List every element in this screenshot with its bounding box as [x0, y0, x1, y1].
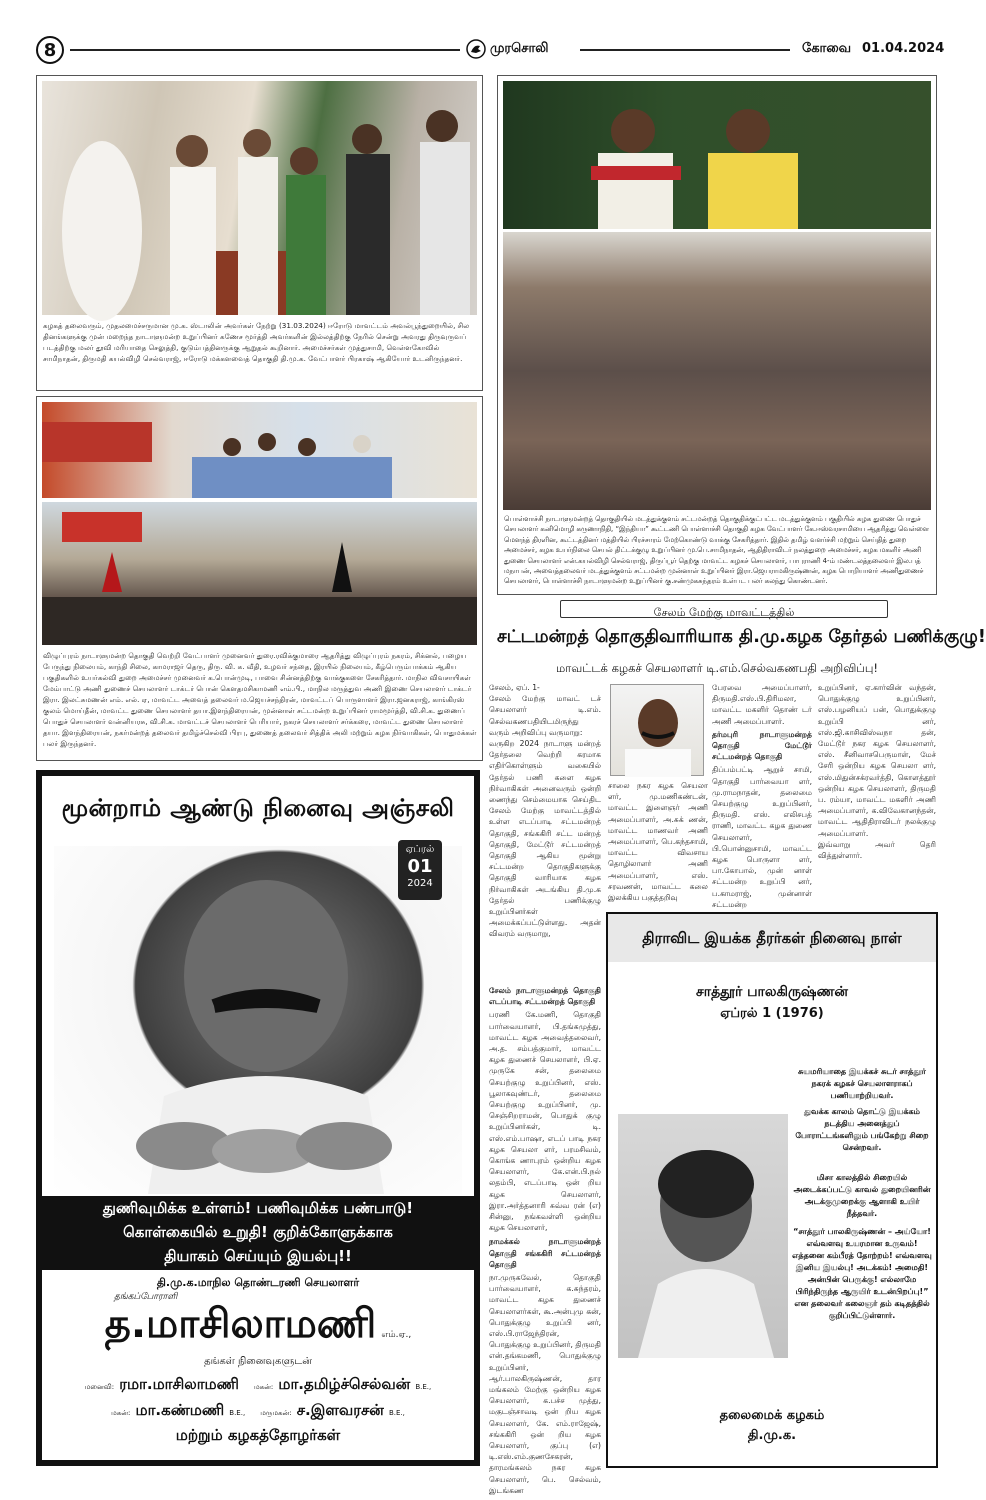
photo-campaign-vehicle [42, 402, 477, 498]
news-column-1 [489, 682, 601, 1495]
memorial-date-badge [398, 840, 442, 900]
photo-vehicle-illustration [42, 402, 477, 498]
news-col1-intro: சேலம், ஏப். 1- சேலம் மேற்கு மாவட் டச் செயலாளர் டி.எம். செல்வகணபதியிடமிருந்து வரும் அறிவிப்பு வருமாறு: வருகிற 2024 நாடாளு மன்றத் தேர்தலை வெற்றி கரமாக எதிர்கொள்ளும் வகையில் தேர்தல் பணி களை கழக நிர்வாகிகள் அனைவரும் ஒன்றி ணைந்து செம்மையாக செய்திட சேலம் மேற்கு மாவட்டத்தில் உள்ள எடப்பாடி சட்டமன்றத் தொகுதி, சங்ககிரி சட்ட மன்றத் தொகுதி, மேட்டூர் சட்டமன்றத் தொகுதி ஆகிய மூன்று சட்டமன்ற தொகுதிகளுக்கு தொகுதி வாரியாக கழக நிர்வாகிகள் அடங்கிய தி.மு.க தேர்தல் பணிக்குழு உறுப்பினர்கள் அமைக்கப்பட்டுள்ளது. அதன் விவரம் வருமாறு, [489, 683, 601, 939]
header-rule-right [580, 49, 790, 51]
tribute-footer-1: தலைமைக் கழகம் [719, 1408, 825, 1423]
news-col3-intro: பேரவை அமைப்பாளர், திருமதி.எஸ்.பி.திரிமலா, மாவட்ட மகளிர் தொண் டர் அணி அமைப்பாளர். [712, 683, 812, 726]
memorial-degree: எம்.ஏ., [381, 1330, 412, 1340]
news-subhead: மாவட்டக் கழகச் செயலாளர் டி.எம்.செல்வகணபதி அறிவிப்பு! [555, 661, 879, 675]
page-number: 8 [43, 40, 57, 61]
memorial-honorific: தங்கப்போராளி [114, 1292, 178, 1302]
son2-label: மகன்: [111, 1409, 131, 1417]
memorial-title: மூன்றாம் ஆண்டு நினைவு அஞ்சலி [61, 794, 455, 822]
memorial-footer: மற்றும் கழகத்தோழர்கள் [175, 1426, 341, 1444]
page-header [36, 36, 945, 66]
news-column-3 [712, 682, 812, 912]
son2-degree: B.E., [229, 1409, 246, 1417]
tribute-portrait [618, 1114, 788, 1358]
photo-district-secretary [610, 684, 704, 776]
news-col1-subhead-2: நாமக்கல் நாடாளுமன்றத் தொகுதி சங்ககிரி சட்டமன்றத் தொகுதி [489, 1237, 601, 1269]
tribute-box [606, 912, 938, 1468]
memorial-date-year: 2024 [407, 878, 433, 889]
memorial-advert [36, 770, 480, 1466]
rooster-logo-icon [466, 39, 486, 59]
memorial-slogan-2: கொள்கையில் உறுதி! குறிக்கோளுக்காக [123, 1223, 393, 1241]
caption-villupuram-campaign: விழுப்புரம் நாடாளுமன்ற தொகுதி வெற்றி வேட்பாளர் முனைவர் துரை.ரவிக்குமாரை ஆதரித்து விழுப்புரம் நகரம், சிக்னல், பழைய பேருந்து நிலையம், காந்தி சிலை, காமராஜர் தெரு, திரு. வி. க. வீதி, உழவர் சந்தை, இரயில் நிலையம், கீழ்பெரும்பாக்கம் ஆகிய பகுதிகளில் உயர்கல்வி துறை அமைச்சர் முனைவர் க.பொன்முடி, பாவை சின்னத்திற்கு வாக்குகளை சேகரித்தார். மாநில விவசாயிகள் மேம்பாட்டு அணி துணைச் செயலாளர் டாக்டர் பொன் கௌதமசிகாமணி எம்.பி., மாநில மருத்துவ அணி இணை செயலாளர் டாக்டர் இரா. இலட்சுமணன் எம். எல். ஏ, மாவட்ட அவைத் தலைவர் ம.ஜெயச்சந்திரன், மாவட்டப் பொருளாளர் இரா.ஜனகராஜ், காங்கிரஸ் குலம் மொய்தீன், மாவட்ட துணை செயலாளர் தயா.இளந்திரையன், முன்னாள் சட்டமன்ற உறுப்பினர் ராமமூர்த்தி, வி.சி.க. துணைப் பொதுச் செயலாளர் வன்னியரசு, வி.சி.க. மாவட்டச் செயலாளர் பெரியார், நகரச் செயலாளர் சர்க்கரை, மாவட்ட துணை செயலாளர் தயா. இளந்திரையன், நகர்மன்றத் தலைவர் தமிழ்ச்செல்வி பிரபு, துணைத் தலைவர் சித்திக் அலி மற்றும் கழக நிர்வாகிகள், பொதுமக்கள் பலர் இருந்தனர். [43, 651, 477, 748]
memorial-slogan-1: துணிவுமிக்க உள்ளம்! பணிவுமிக்க பண்பாடு! [102, 1199, 414, 1217]
portrait-illustration [611, 685, 705, 777]
photo-kanimozhi-stage [503, 81, 931, 229]
wife-name: ரமா.மாசிலாமணி [119, 1375, 239, 1393]
photo-rally-street [42, 502, 477, 645]
news-column-2: சாலை நகர கழக செயலா ளர், மு.மணிகண்டன், மாவட்ட இளைஞர் அணி அமைப்பாளர், அ.சுக் ணன், மாவட்ட மாணவர் அணி அமைப்பாளர், பெ.கந்தசாமி, மாவட்ட விவசாய தொழிலாளர் அணி அமைப்பாளர், எஸ். சரவணன், மாவட்ட கலை இலக்கிய பகுத்தறிவு [608, 781, 708, 903]
news-col1-body-1: பரணி கே.மணி, தொகுதி பார்வையாளர், பி.தங்கமுத்து, மாவட்ட கழக அவைத்தலைவர், அ.த. சம்பத்குமார், மாவட்ட கழக துணைச் செயலாளர், பி.ஏ. முருகே சன், தலைமை செயற்குழு உறுப்பினர், எஸ். பூலாகவுண்டர், தலைமை செயற்குழு உறுப்பினர், மு. செஞ்சிறராமன், பொதுக் குழு உறுப்பினர்கள், டி. எஸ்.எம்.பாஷா, எடப் பாடி நகர கழக செயலா ளர், பரமசிவம், கொங்க ணாபுரம் ஒன்றிய கழக செயலாளர், கே.என்.பி.நல் லதம்பி, எடப்பாடி ஒன் றிய கழக செயலாளர், இரா.அர்த்தனாரி சுவ்வ ரன் (எ) சின்னு, நங்கவள்ளி ஒன்றிய கழக செயலாளர், [489, 1010, 601, 1233]
son2-name: மா.கண்மணி [135, 1401, 225, 1419]
story-pollachi-campaign [497, 75, 937, 595]
caption-pollachi-campaign: பொள்ளாச்சி நாடாளுமன்றத் தொகுதியில் மடத்துக்குளம் சட்டமன்றத் தொகுதிக்குட்பட்ட மடத்துக்குளம் பகுதியில் கழக துணை பொதுச் செயலாளர் கனிமொழி கருணாநிதி, “இந்தியா” கூட்டணி பொள்ளாச்சி தொகுதி கழக வேட்பாளர் கே.ஈஸ்வரசாமியை ஆதரித்து வெள்ளை மௌந்த் திரளின, கூட்டத்தினர் மத்தியில் பிரச்சாரம் மேற்கொண்டு வாக்கு சேகரித்தார். இதில் தமிழ் வளர்ச்சி மற்றும் செய்தித் துறை அமைச்சர், கழக உயர்நிலை செயல் திட்டக்குழு உறுப்பினர் மு.பெ.சாமிநாதன், ஆதிதிராவிடர் நலத்துறை அமைச்சர், கழக மகளிர் அணி துணை செயலாளர் என்.கயல்விழி செல்வராஜ், திருப்பூர் தெற்கு மாவட்ட கழகச் செயலாளர், பாபுராணி 4-ம் மண்டலத்தலைவர் இல.பத் மநாபன், அவைத்தலைவர் மடத்துக்குளம் சட்டமன்ற முன்னாள் உறுப்பினர் இரா.ஜெயராமகிருஷ்ணன், கழக பொறியாளர் அணிதுணைச் செயலாளர், பொள்ளாச்சி நாடாளுமன்ற உறுப்பினர் கு.சண்முகசுந்தரம் உள்பட பலர் கலந்து கொண்டனர். [504, 515, 929, 586]
news-col3-subhead: தர்மபுரி நாடாளுமன்றத் தொகுதி மேட்டூர் சட்டமன்றத் தொகுதி [712, 729, 812, 762]
tribute-banner: திராவிட இயக்க தீரர்கள் நினைவு நாள் [608, 914, 936, 962]
wife-label: மனைவி: [84, 1383, 115, 1391]
edition-date: 01.04.2024 [862, 41, 945, 56]
news-column-4: உறுப்பினர், ஏ.கார்வின் வந்தன், பொதுக்குழு உறுப்பினர், எஸ்.பழனியப் பன், பொதுக்குழு உறுப்பி னர், எஸ்.ஜி.காசிவிஸ்வநா தன், மேட்டூர் நகர கழக செயலாளர், எஸ். சீனிவாசபெருமாள், மேச் சேரி ஒன்றிய கழக செயலா ளர், எஸ்.மிதுன்சக்ரவர்த்தி, கொளத்தூர் ஒன்றிய கழக செயலாளர், திருமதி ப. ரம்யா, மாவட்ட மகளிர் அணி அமைப்பாளர், க.விவேகானந்தன், மாவட்ட ஆதிதிராவிடர் நலக்குழு அமைப்பாளர். இவ்வாறு அவர் தெரி வித்துள்ளார். [818, 683, 936, 861]
tribute-footer-2: தி.மு.க. [747, 1428, 797, 1443]
photo-stage-illustration [503, 81, 931, 229]
memorial-date-day: 01 [407, 856, 433, 877]
story-villupuram-campaign [36, 396, 483, 761]
memorial-date-month: ஏப்ரல் [405, 844, 435, 855]
son-in-law-degree: B.E., [388, 1409, 405, 1417]
tribute-text-1: சுயமரியாதை இயக்கச் சுடர் சாத்தூர் நகரக் கழகச் செயலாளராகப் பணியாற்றியவர். [798, 1067, 926, 1100]
header-rule-left [70, 49, 460, 51]
son1-degree: B.E., [415, 1383, 432, 1391]
caption-stalin-visit: கழகத் தலைவரும், முதலமைச்சருமான மு.க. ஸ்டாலின் அவர்கள் நேற்று (31.03.2024) ஈரோடு மாவட்டம் அவல்பூந்துறையில், சில தினங்களுக்கு முன் மறைந்த நாடாளுமன்ற உறுப்பினர் கணேச மூர்த்தி அவர்களின் இல்லத்திற்கு நேரில் சென்று அவரது திருவுருவப் படத்திற்கு மலர் தூவி மரியாதை செலுத்தி, குடும்பத்தினருக்கு ஆறுதல் கூறினார். அமைச்சர்கள் முத்துசாமி, வெள்ளகோவில் சாமிநாதன், திருமதி கயல்விழி செல்வராஜ், ஈரோடு மக்களவைத் தொகுதி தி.மு.க. வேட்பாளர் பிரகாஷ் ஆகியோர் உடனிருந்தனர். [43, 321, 470, 363]
tribute-name: சாத்தூர் பாலகிருஷ்ணன் [696, 984, 848, 1000]
photo-crowd-illustration [42, 502, 477, 645]
logo [466, 39, 576, 61]
son1-label: மகன்: [254, 1383, 274, 1391]
memorial-slogan-3: தியாகம் செய்யும் இயல்பு!! [164, 1247, 352, 1265]
memorial-slogan-band [42, 1196, 474, 1270]
tribute-text-3: மிசா காலத்தில் சிறையில் அடைக்கப்பட்டு காவல் துறையினரின் அடக்குமுறைக்கு ஆளாகி உயிர் நீத்தவர். [793, 1173, 931, 1218]
news-headline: சட்டமன்றத் தொகுதிவாரியாக தி.மு.கழக தேர்தல் பணிக்குழு! [497, 627, 986, 647]
memorial-name-row [42, 1298, 474, 1350]
news-kicker-box [560, 600, 888, 618]
son-in-law-name: ச.இளவரசன் [296, 1401, 384, 1419]
photo-figures-illustration [42, 81, 477, 315]
story-stalin-visit [36, 75, 483, 391]
edition-city: கோவை [802, 41, 852, 56]
memorial-family-row-2 [42, 1400, 474, 1421]
news-col1-body-2: நா.முருகவேல், தொகுதி பார்வையாளர், க.சுந்தரம், மாவட்ட கழக துணைச் செயலாளர்கள், கூ.அன்புமு கன், பொதுக்குழு உறுப்பி னர், எஸ்.பி.ராஜேந்திரன், பொதுக்குழு உறுப்பினர், திருமதி என்.தங்கமணி, பொதுக்குழு உறுப்பினர், ஆர்.பாலகிருஷ்ணன், தார மங்கலம் மேற்கு ஒன்றிய கழக செயலாளர், க.பச்ச முத்து, மகுடஞ்சாவடி ஒன் றிய கழக செயலாளர், கே. எம்.ராஜேஷ், சங்ககிரி ஒன் றிய கழக செயலாளர், குப்பு (எ) டி.எஸ்.எம்.குணசேகரன், தாரமங்கலம் நகர கழக செயலாளர், பெ. செல்வம், இடங்கண [489, 1273, 601, 1495]
tribute-portrait-illustration [618, 1114, 788, 1358]
logo-text: முரசொலி [490, 41, 549, 56]
son-in-law-label: மருமகன்: [260, 1409, 292, 1417]
son1-name: மா.தமிழ்ச்செல்வன் [278, 1375, 411, 1393]
news-col3-body: திப்பம்பட்டி ஆறுச் சாமி, தொகுதி பார்வையா ளர், மு.ராமநாதன், தலைமை செயற்குழு உறுப்பினர், திருமதி. எஸ். எலிசபத் ராணி, மாவட்ட கழக துணை செயலாளர், பி.பொன்னுசாமி, மாவட்ட கழக பொருளா ளர், பா.கோபால், முன் னாள் சட்டமன்ற உறுப்பி னர், ப.காமராஜ், முன்னாள் சட்டமன்ற [712, 765, 812, 909]
memorial-with-memories: தங்கள் நினைவுகளுடன் [204, 1356, 312, 1367]
memorial-name: த.மாசிலாமணி [104, 1301, 377, 1347]
memorial-family-row-1 [42, 1374, 474, 1395]
news-col1-subhead-1: சேலம் நாடாளுமன்றத் தொகுதி எடப்பாடி சட்டமன்றத் தொகுதி [489, 986, 601, 1007]
page-number-badge [36, 36, 64, 64]
tribute-text-4: “சாத்தூர் பாலகிருஷ்ணன் – அய்யோ! எவ்வளவு உயரமான உருவம்! எத்தனை கம்பீரத் தோற்றம்! எவ்வளவு இனிய இயல்பு! அடக்கம்! அமைதி! அன்பின் பெருக்கு! எல்லாமே பிரிந்திருந்த ஆருயிர் உடன்பிறப்பு!” என தலைவர் கலைஞர் தம் கடிதத்தில் குறிப்பிட்டுள்ளார். [792, 1227, 932, 1320]
tribute-date: ஏப்ரல் 1 (1976) [720, 1006, 824, 1021]
tribute-text-2: துவக்க காலம் தொட்டு இயக்கம் நடத்திய அனைத்துப் போராட்டங்களிலும் பங்கேற்று சிறை சென்றவர். [795, 1107, 929, 1152]
photo-stalin-tribute [42, 81, 477, 315]
news-kicker: சேலம் மேற்கு மாவட்டத்தில் [653, 606, 795, 619]
memorial-role: தி.மு.க.மாநில தொண்டரணி செயலாளர் [156, 1276, 360, 1289]
photo-crowd-pollachi [503, 232, 931, 510]
memorial-inner [42, 776, 474, 1460]
